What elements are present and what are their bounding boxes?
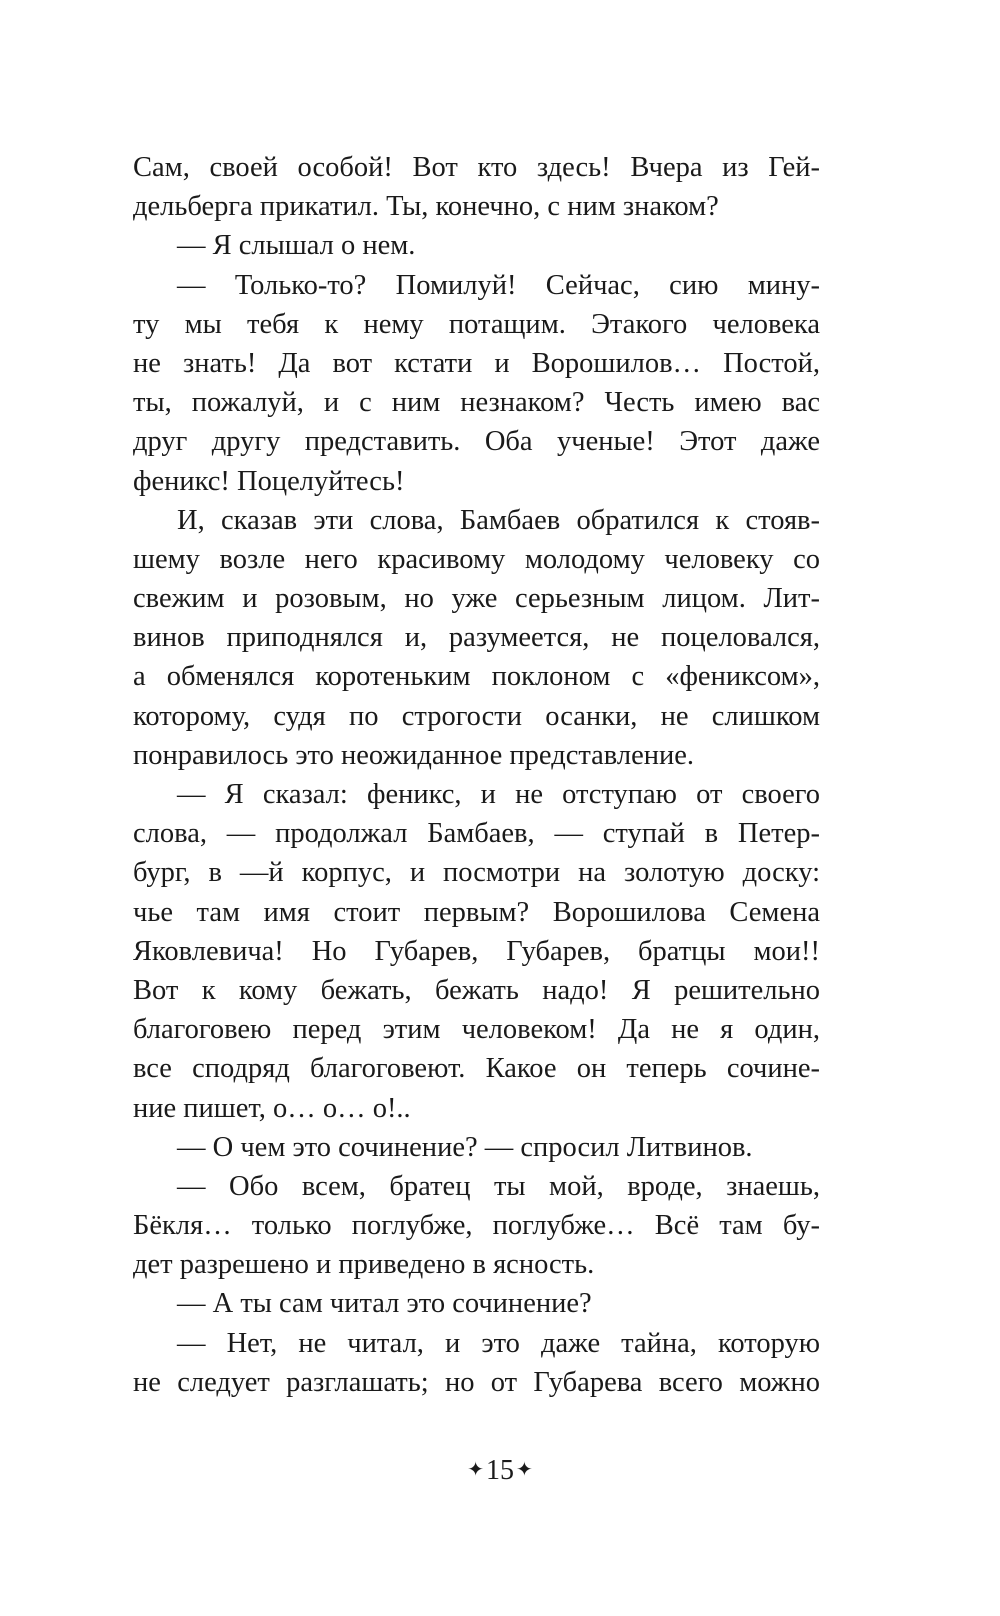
text-line: шему возле него красивому молодому человеку со [133, 543, 820, 575]
body-text [133, 148, 820, 1402]
text-line: бург, в —й корпус, и посмотри на золотую доску: [133, 857, 820, 889]
text-line: которому, судя по строгости осанки, не слишком [133, 700, 820, 732]
text-line: чье там имя стоит первым? Ворошилова Семена [133, 896, 820, 928]
text-line: а обменялся коротеньким поклоном с «фениксом», [133, 661, 820, 693]
text-line: понравилось это неожиданное представление. [133, 739, 695, 771]
text-line: не следует разглашать; но от Губарева всего можно [133, 1366, 820, 1398]
text-line: ние пишет, о… о… о!.. [133, 1092, 411, 1124]
text-line: — О чем это сочинение? — спросил Литвинов. [177, 1131, 753, 1163]
text-line: ты, пожалуй, и с ним незнаком? Честь имею вас [133, 387, 820, 419]
text-line: Сам, своей особой! Вот кто здесь! Вчера из Гей- [133, 152, 820, 183]
star-ornament-icon: ✦ [516, 1459, 533, 1481]
text-line: Яковлевича! Но Губарев, Губарев, братцы мои!! [133, 935, 820, 967]
text-line: — Я сказал: феникс, и не отступаю от своего [177, 779, 820, 810]
text-line: Вот к кому бежать, бежать надо! Я решительно [133, 974, 820, 1006]
text-line: — Я слышал о нем. [177, 230, 416, 262]
star-ornament-icon: ✦ [467, 1459, 484, 1481]
text-line: дет разрешено и приведено в ясность. [133, 1249, 595, 1281]
text-line: друг другу представить. Оба ученые! Этот даже [133, 426, 820, 458]
text-line: все сподряд благоговеют. Какое он теперь сочине- [133, 1053, 820, 1085]
text-line: И, сказав эти слова, Бамбаев обратился к стояв- [177, 504, 820, 536]
page-number-folio [0, 1452, 1000, 1489]
text-line: винов приподнялся и, разумеется, не поцеловался, [133, 622, 820, 654]
text-line: благоговею перед этим человеком! Да не я один, [133, 1014, 820, 1046]
text-line: — А ты сам читал это сочинение? [177, 1288, 592, 1320]
text-line: дельберга прикатил. Ты, конечно, с ним знаком? [133, 191, 719, 223]
text-line: — Обо всем, братец ты мой, вроде, знаешь, [177, 1170, 820, 1202]
text-line: ту мы тебя к нему потащим. Этакого человека [133, 308, 820, 340]
text-line: Бёкля… только поглубже, поглубже… Всё там бу- [133, 1210, 820, 1242]
page-number: 15 [486, 1455, 514, 1486]
text-line: — Только-то? Помилуй! Сейчас, сию мину- [177, 269, 820, 301]
text-line: слова, — продолжал Бамбаев, — ступай в Петер- [133, 818, 820, 850]
text-line: — Нет, не читал, и это даже тайна, которую [177, 1327, 820, 1359]
text-line: свежим и розовым, но уже серьезным лицом. Лит- [133, 583, 820, 615]
text-line: феникс! Поцелуйтесь! [133, 465, 405, 497]
text-line: не знать! Да вот кстати и Ворошилов… Постой, [133, 347, 820, 379]
